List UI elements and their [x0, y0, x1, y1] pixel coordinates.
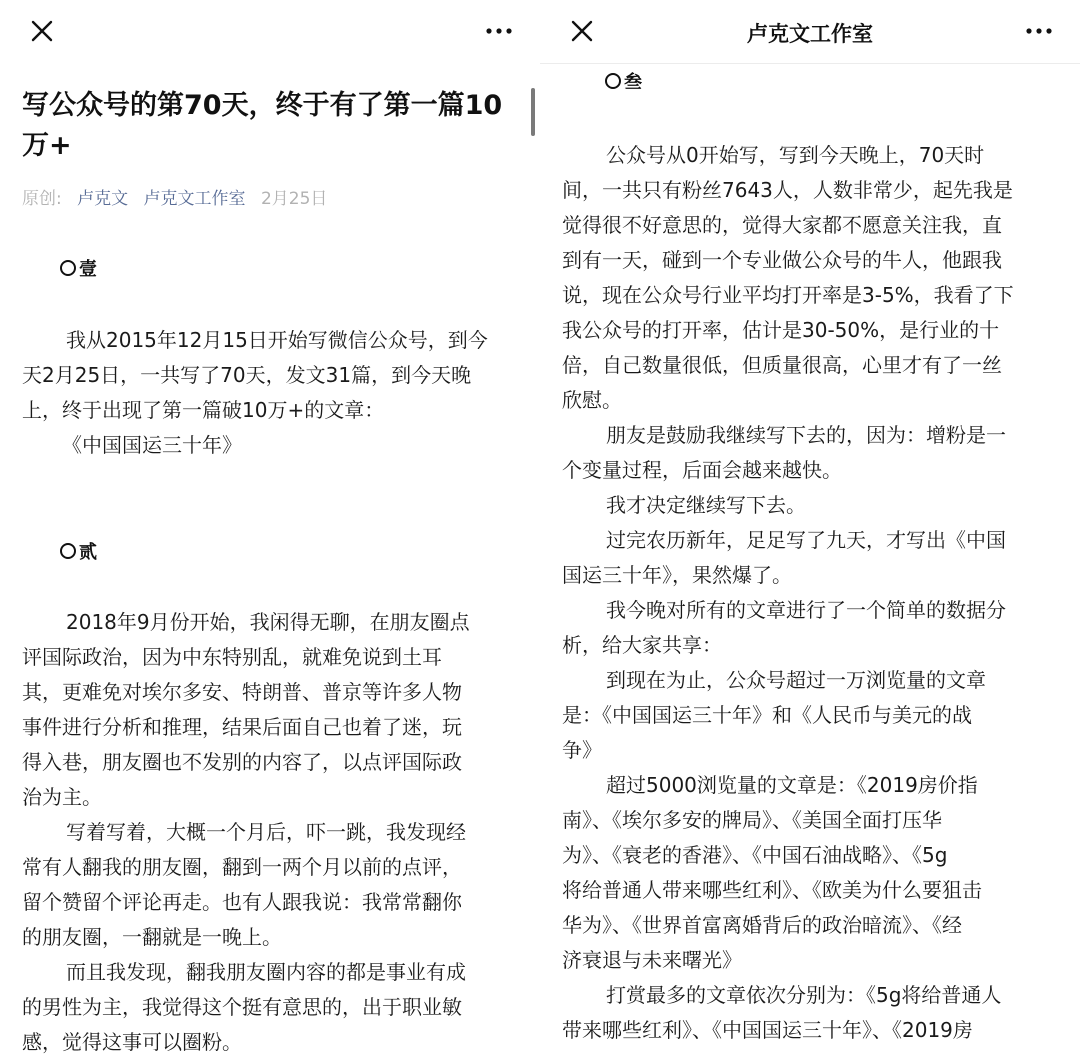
circle-icon	[60, 543, 76, 559]
paragraph-line: 而且我发现，翻我朋友圈内容的都是事业有成	[66, 960, 466, 984]
paragraph-line: 感，觉得这事可以圈粉。	[22, 1030, 242, 1054]
paragraph-line: 觉得很不好意思的，觉得大家都不愿意关注我，直	[562, 213, 1002, 237]
paragraph-line: 是：《中国国运三十年》和《人民币与美元的战	[562, 703, 972, 727]
paragraph-line: 间，一共只有粉丝7643人，人数非常少，起先我是	[562, 178, 1013, 202]
paragraph-line: 说，现在公众号行业平均打开率是3-5%，我看了下	[562, 283, 1014, 307]
section-2-body	[22, 605, 540, 1060]
paragraph-line: 带来哪些红利》、《中国国运三十年》、《2019房	[562, 1018, 973, 1042]
paragraph-line: 个变量过程，后面会越来越快。	[562, 458, 842, 482]
paragraph-line: 析，给大家共享：	[562, 633, 722, 657]
article-meta	[22, 184, 327, 209]
paragraph-line: 天2月25日，一共写了70天，发文31篇，到今天晚	[22, 363, 472, 387]
paragraph-line: 过完农历新年，足足写了九天，才写出《中国	[606, 528, 1006, 552]
paragraph-line: 公众号从0开始写，写到今天晚上，70天时	[606, 143, 985, 167]
paragraph-line: 我从2015年12月15日开始写微信公众号，到今	[66, 328, 488, 352]
paragraph-line: 朋友是鼓励我继续写下去的，因为：增粉是一	[606, 423, 1006, 447]
scroll-indicator[interactable]	[531, 88, 535, 136]
author-link[interactable]: 卢克文	[77, 189, 129, 209]
section-heading-3: 叁	[605, 66, 642, 100]
paragraph-line: 的男性为主，我觉得这个挺有意思的，出于职业敏	[22, 995, 462, 1019]
paragraph-line: 我才决定继续写下去。	[606, 493, 806, 517]
account-title: 卢克文工作室	[747, 22, 873, 46]
section-heading-1: 壹	[60, 253, 97, 287]
paragraph-line: 到有一天，碰到一个专业做公众号的牛人，他跟我	[562, 248, 1002, 272]
section-1-body	[22, 323, 540, 463]
circle-icon	[605, 73, 621, 89]
paragraph-line: 到现在为止，公众号超过一万浏览量的文章	[606, 668, 986, 692]
circle-icon	[60, 260, 76, 276]
paragraph-line: 的朋友圈，一翻就是一晚上。	[22, 925, 282, 949]
paragraph-line: 评国际政治，因为中东特别乱，就难免说到土耳	[22, 645, 442, 669]
paragraph-line: 治为主。	[22, 785, 102, 809]
right-article-view	[540, 0, 1080, 1060]
article-title: 写公众号的第70天，终于有了第一篇10万+	[22, 90, 503, 161]
paragraph-line: 济衰退与未来曙光》	[562, 948, 742, 972]
paragraph-line: 其，更难免对埃尔多安、特朗普、普京等许多人物	[22, 680, 462, 704]
paragraph-line: 留个赞留个评论再走。也有人跟我说：我常常翻你	[22, 890, 462, 914]
paragraph-line: 南》、《埃尔多安的牌局》、《美国全面打压华	[562, 808, 942, 832]
paragraph-line: 超过5000浏览量的文章是：《2019房价指	[606, 773, 978, 797]
top-bar	[540, 0, 1080, 64]
paragraph-line: 争》	[562, 738, 602, 762]
paragraph-line: 我公众号的打开率，估计是30-50%，是行业的十	[562, 318, 1000, 342]
paragraph-line: 常有人翻我的朋友圈，翻到一两个月以前的点评，	[22, 855, 462, 879]
original-label: 原创:	[22, 189, 62, 209]
close-icon[interactable]	[29, 18, 55, 44]
account-link[interactable]: 卢克文工作室	[143, 189, 246, 209]
paragraph-line: 打赏最多的文章依次分别为：《5g将给普通人	[606, 983, 1002, 1007]
paragraph-line: 《中国国运三十年》	[62, 433, 242, 457]
paragraph-line: 得入巷，朋友圈也不发别的内容了，以点评国际政	[22, 750, 462, 774]
paragraph-line: 事件进行分析和推理，结果后面自己也着了迷，玩	[22, 715, 462, 739]
divider	[540, 63, 1080, 64]
paragraph-line: 欣慰。	[562, 388, 622, 412]
paragraph-line: 我今晚对所有的文章进行了一个简单的数据分	[606, 598, 1006, 622]
publish-date: 2月25日	[260, 189, 328, 209]
paragraph-line: 为》、《衰老的香港》、《中国石油战略》、《5g	[562, 843, 948, 867]
paragraph-line: 2018年9月份开始，我闲得无聊，在朋友圈点	[66, 610, 470, 634]
section-3-body	[562, 138, 1080, 1048]
paragraph-line: 倍，自己数量很低，但质量很高，心里才有了一丝	[562, 353, 1002, 377]
more-icon[interactable]	[1024, 20, 1054, 42]
paragraph-line: 上，终于出现了第一篇破10万+的文章：	[22, 398, 385, 422]
paragraph-line: 将给普通人带来哪些红利》、《欧美为什么要狙击	[562, 878, 982, 902]
paragraph-line: 国运三十年》，果然爆了。	[562, 563, 792, 587]
section-heading-2: 贰	[60, 536, 97, 570]
more-icon[interactable]	[484, 20, 514, 42]
paragraph-line: 华为》、《世界首富离婚背后的政治暗流》、《经	[562, 913, 962, 937]
paragraph-line: 写着写着，大概一个月后，吓一跳，我发现经	[66, 820, 466, 844]
top-bar	[0, 0, 540, 64]
